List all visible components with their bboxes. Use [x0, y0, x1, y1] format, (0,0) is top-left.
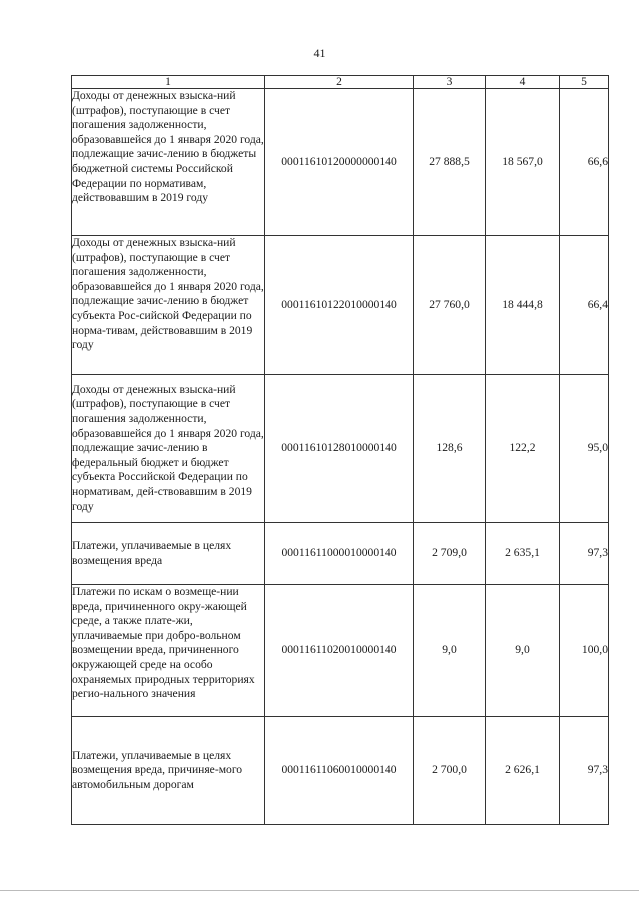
row-value-col4: 2 635,1: [486, 523, 560, 585]
table-row: [72, 375, 609, 523]
row-value-col4: 2 626,1: [486, 717, 560, 825]
table-row: [72, 89, 609, 236]
table-header-row: [72, 76, 609, 89]
row-value-col3: 2 709,0: [414, 523, 486, 585]
row-value-col5: 97,3: [560, 523, 609, 585]
row-name: Доходы от денежных взыска-ний (штрафов), поступающие в счет погашения задолженности, образовавшейся до 1 января 2020 года, подлежащие зачис-лению в федеральный бюджет и бюджет субъекта Российской Федерации по нормативам, дей-ствовавшим в 2019 году: [72, 375, 265, 523]
row-code: 00011610122010000140: [265, 236, 414, 375]
header-col-3: 3: [414, 76, 486, 89]
row-name: Доходы от денежных взыска-ний (штрафов), поступающие в счет погашения задолженности, образовавшейся до 1 января 2020 года, подлежащие зачис-лению в бюджеты бюджетной системы Российской Федерации по нормативам, действовавшим в 2019 году: [72, 89, 265, 236]
row-name: Платежи по искам о возмеще-нии вреда, причиненного окру-жающей среде, а также плате-жи, уплачиваемые при добро-вольном возмещении вреда, причиненного окружающей среде на особо охраняемых природных территориях регио-нального значения: [72, 585, 265, 717]
header-col-5: 5: [560, 76, 609, 89]
row-value-col5: 66,4: [560, 236, 609, 375]
row-value-col4: 18 444,8: [486, 236, 560, 375]
row-name: Платежи, уплачиваемые в целях возмещения вреда, причиняе-мого автомобильным дорогам: [72, 717, 265, 825]
budget-revenue-table: [71, 75, 609, 825]
row-value-col3: 128,6: [414, 375, 486, 523]
row-code: 00011611020010000140: [265, 585, 414, 717]
header-col-2: 2: [265, 76, 414, 89]
table-row: [72, 585, 609, 717]
table-row: [72, 523, 609, 585]
table-row: [72, 236, 609, 375]
row-name: Доходы от денежных взыска-ний (штрафов), поступающие в счет погашения задолженности, образовавшейся до 1 января 2020 года, подлежащие зачис-лению в бюджет субъекта Рос-сийской Федерации по норма-тивам, действовавшим в 2019 году: [72, 236, 265, 375]
row-value-col3: 9,0: [414, 585, 486, 717]
row-code: 00011610120000000140: [265, 89, 414, 236]
row-value-col5: 97,3: [560, 717, 609, 825]
header-col-4: 4: [486, 76, 560, 89]
row-code: 00011611000010000140: [265, 523, 414, 585]
row-value-col5: 66,6: [560, 89, 609, 236]
row-value-col4: 9,0: [486, 585, 560, 717]
row-code: 00011611060010000140: [265, 717, 414, 825]
row-code: 00011610128010000140: [265, 375, 414, 523]
page-bottom-divider: [0, 890, 639, 891]
page-number: 41: [313, 46, 326, 60]
table-row: [72, 717, 609, 825]
row-value-col3: 27 760,0: [414, 236, 486, 375]
row-value-col3: 2 700,0: [414, 717, 486, 825]
row-value-col4: 18 567,0: [486, 89, 560, 236]
header-col-1: 1: [72, 76, 265, 89]
row-value-col3: 27 888,5: [414, 89, 486, 236]
row-value-col4: 122,2: [486, 375, 560, 523]
row-name: Платежи, уплачиваемые в целях возмещения вреда: [72, 523, 265, 585]
row-value-col5: 95,0: [560, 375, 609, 523]
row-value-col5: 100,0: [560, 585, 609, 717]
